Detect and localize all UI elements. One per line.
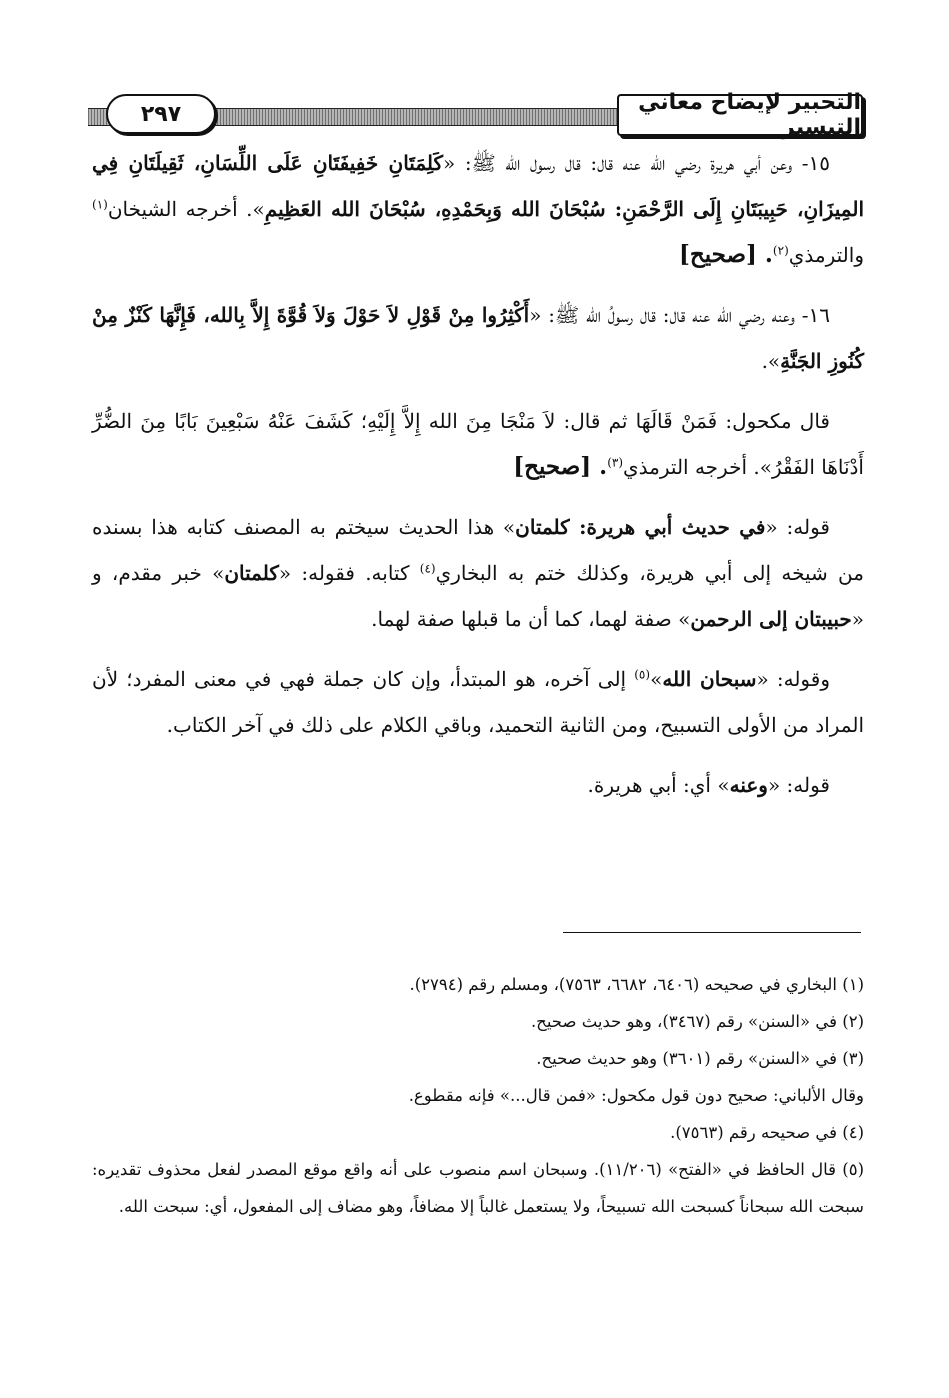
makhul-statement (92, 398, 864, 490)
makhul-grade: . [صحيح] (513, 453, 608, 480)
commentary-3-text-a: قوله: « (767, 773, 830, 797)
hadith-16-end: ». (761, 349, 781, 373)
book-title: التحبير لإيضاح معاني التيسير (617, 94, 863, 136)
footnote-marker-1[interactable]: (١) (92, 197, 108, 212)
footnote-marker-3[interactable]: (٣) (607, 455, 624, 470)
hadith-16-matn: أَكْثِرُوا مِنْ قَوْلِ لاَ حَوْلَ وَلاَ قُوَّةَ إِلاَّ بِالله، فَإِنَّهَا كَنْزٌ مِنْ كُنُوزِ الجَنَّةِ (92, 303, 864, 373)
footnotes (92, 966, 864, 1225)
commentary-1-quote-b: كلمتان (224, 561, 279, 585)
footnote-1: (١) البخاري في صحيحه (٦٤٠٦، ٦٦٨٢، ٧٥٦٣)، ومسلم رقم (٢٧٩٤). (409, 975, 864, 994)
hadith-15-intro: ١٥- وعن أبي هريرة رضي الله عنه قال: قال رسول الله ﷺ: « (443, 151, 830, 175)
footnote-2: (٢) في «السنن» رقم (٣٤٦٧)، وهو حديث صحيح. (530, 1012, 864, 1031)
footnote-3-continuation: وقال الألباني: صحيح دون قول مكحول: «فمن قال...» فإنه مقطوع. (408, 1086, 864, 1105)
commentary-2-text-b: » (650, 667, 663, 691)
footnote-3: (٣) في «السنن» رقم (٣٦٠١) وهو حديث صحيح. (536, 1049, 864, 1068)
commentary-paragraph-2 (92, 656, 864, 748)
footnote-4: (٤) في صحيحه رقم (٧٥٦٣). (670, 1123, 864, 1142)
footnote-separator (563, 932, 861, 933)
page-number: ٢٩٧ (106, 94, 216, 134)
commentary-1-quote-c: حبيبتان إلى الرحمن (690, 607, 852, 631)
commentary-1-text-d: » خبر مقدم، و « (92, 561, 864, 631)
main-text (92, 140, 864, 808)
commentary-2-text-a: وقوله: « (756, 667, 830, 691)
makhul-text: قال مكحول: فَمَنْ قَالَهَا ثم قال: لاَ مَنْجَا مِنَ الله إِلاَّ إِلَيْهِ؛ كَشَفَ عَنْهُ سَبْعِينَ بَابًا مِنَ الضُّرِّ أَدْنَاهَا الفَقْرُ». أخرجه الترمذي (92, 409, 864, 479)
commentary-1-text-e: » صفة لهما، كما أن ما قبلها صفة لهما. (371, 607, 691, 631)
footnote-marker-5[interactable]: (٥) (634, 667, 651, 682)
commentary-2-quote: سبحان الله (662, 667, 757, 691)
hadith-15-grade: . [صحيح] (678, 241, 773, 268)
footnote-marker-4[interactable]: (٤) (419, 561, 436, 576)
hadith-16 (92, 292, 864, 384)
commentary-1-quote-a: في حديث أبي هريرة: كلمتان (515, 515, 766, 539)
hadith-16-intro: ١٦- وعنه رضي الله عنه قال: قال رسولُ الله ﷺ: « (529, 303, 830, 327)
hadith-15 (92, 140, 864, 278)
hadith-15-takhrij: ». أخرجه الشيخان (107, 197, 265, 221)
commentary-3-text-b: » أي: أبي هريرة. (587, 773, 730, 797)
commentary-paragraph-1 (92, 504, 864, 642)
commentary-2-text-c: إلى آخره، هو المبتدأ، وإن كان جملة فهي في معنى المفرد؛ لأن المراد من الأولى التسبيح، ومن الثانية التحميد، وباقي الكلام على ذلك في آخر الكتاب. (92, 667, 864, 737)
hadith-15-takhrij-2: والترمذي (788, 243, 864, 267)
commentary-1-text-a: قوله: « (765, 515, 830, 539)
commentary-1-text-c: كتابه. فقوله: « (278, 561, 420, 585)
commentary-3-quote: وعنه (729, 773, 768, 797)
footnote-marker-2[interactable]: (٢) (772, 243, 789, 258)
footnote-5: (٥) قال الحافظ في «الفتح» (١١/٢٠٦). وسبحان اسم منصوب على أنه واقع موقع المصدر لفعل محذوف تقديره: سبحت الله سبحاناً كسبحت الله تسبيحاً، ولا يستعمل غالباً إلا مضافاً، وهو مضاف إلى المفعول، أي: سبحت الله. (92, 1160, 864, 1216)
commentary-paragraph-3 (92, 762, 864, 808)
running-header (88, 90, 863, 140)
commentary-1-text-b: » هذا الحديث سيختم به المصنف كتابه هذا بسنده من شيخه إلى أبي هريرة، وكذلك ختم به البخاري (92, 515, 864, 585)
hadith-15-matn: كَلِمَتَانِ خَفِيفَتَانِ عَلَى اللِّسَانِ، ثَقِيلَتَانِ فِي المِيزَانِ، حَبِيبَتَانِ إِلَى الرَّحْمَنِ: سُبْحَانَ الله وَبِحَمْدِهِ، سُبْحَانَ الله العَظِيمِ (92, 151, 864, 221)
